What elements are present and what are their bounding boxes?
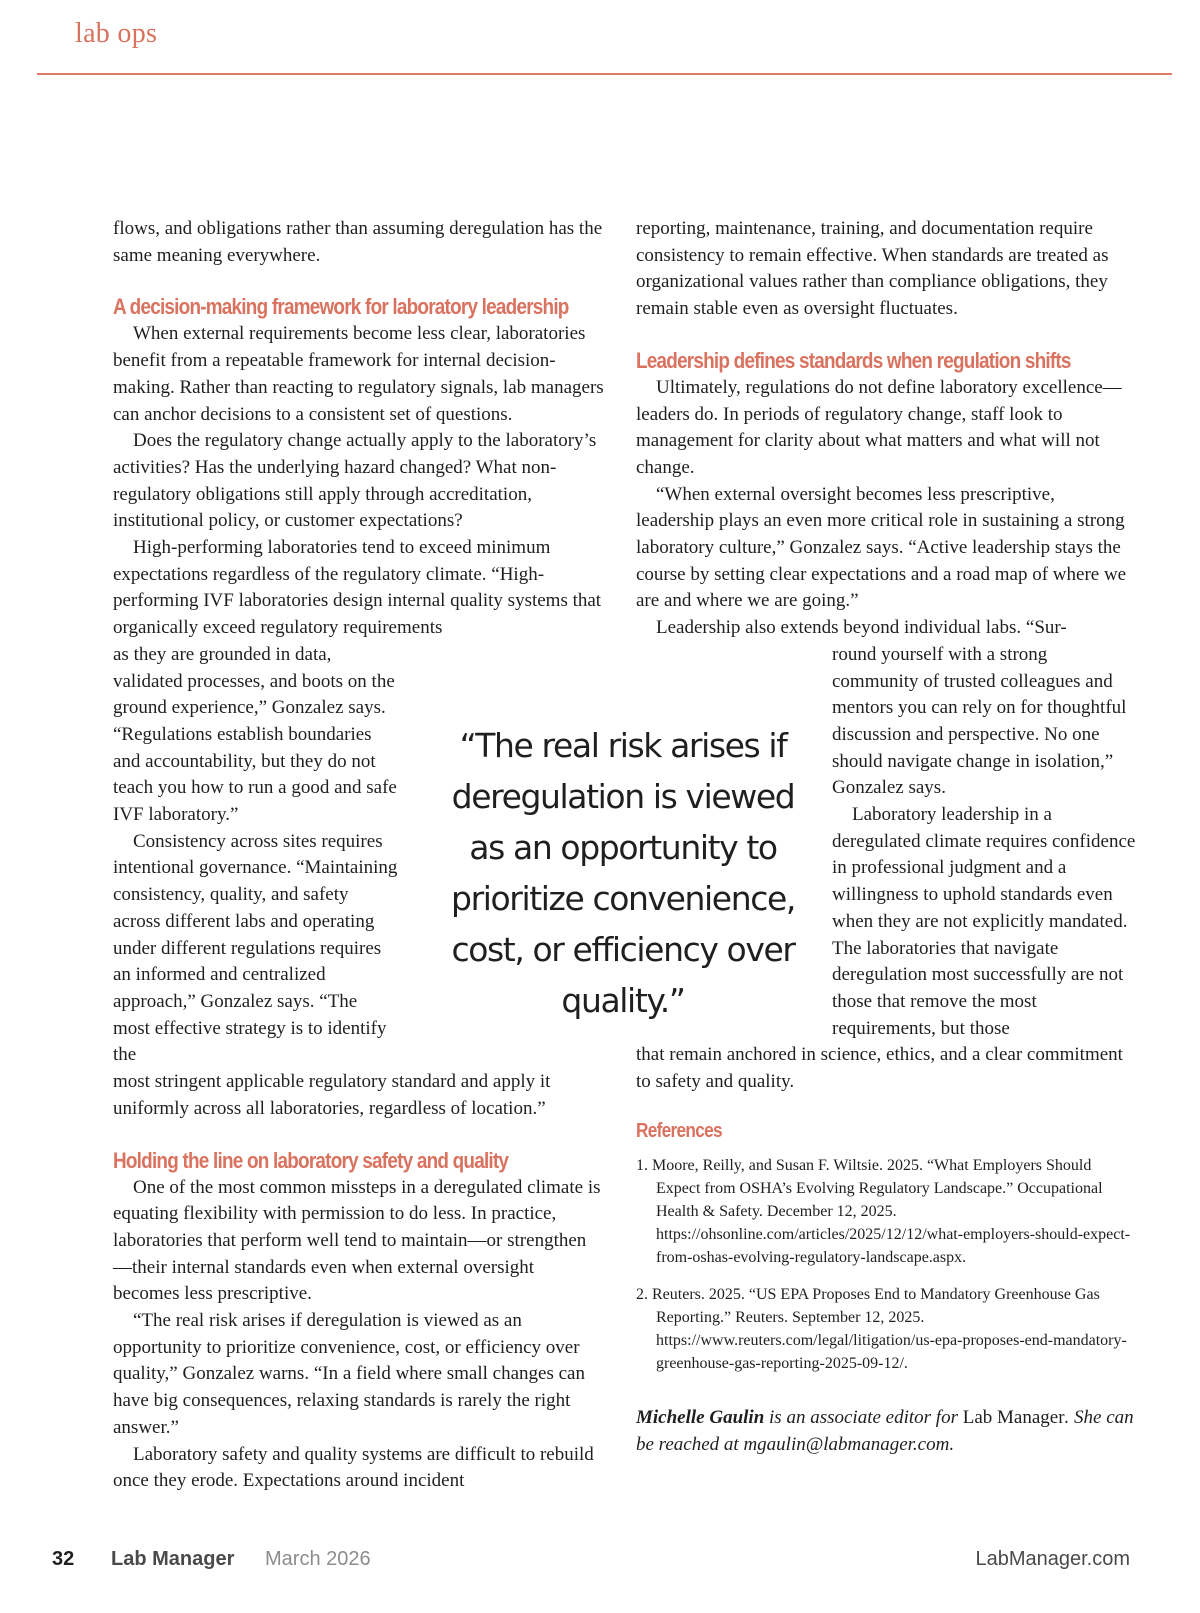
narrow-text-block (113, 642, 398, 1069)
issue-date: March 2026 (265, 1548, 371, 1570)
reference-item: 1. Moore, Reilly, and Susan F. Wiltsie. 2025. “What Employers Should Expect from OSHA’s Evolving Regulatory Landscape.” Occupational Health & Safety. December 12, 2025. https://ohsonline.com/articles/2025/12/12/what-employers-should-expect-from-oshas-evolving-regulatory-landscape.aspx. (636, 1156, 1131, 1266)
paragraph: that remain anchored in science, ethics, and a clear commitment to safety and quality. (636, 1044, 1123, 1093)
paragraph: reporting, maintenance, training, and documentation require consistency to remain effective. When standards are treated as organizational values rather than compliance obligations, they remain stable even as oversight fluctuates. (636, 218, 1109, 320)
paragraph: round yourself with a strong community of trusted colleagues and mentors you can rely on for thoughtful discussion and perspective. No one should navigate change in isolation,” Gonzalez says. (832, 643, 1127, 799)
author-name: Michelle Gaulin (636, 1406, 765, 1428)
paragraph: High-performing laboratories tend to exceed minimum expectations regardless of the regulatory climate. “High-performing IVF laboratories design internal quality systems that organically exceed regulatory requirements (113, 537, 602, 639)
pull-quote: “The real risk arises if deregulation is viewed as an opportunity to prioritize convenience, cost, or efficiency over quality.” (451, 726, 795, 1020)
narrow-text-block (832, 642, 1137, 1043)
paragraph: Laboratory safety and quality systems are difficult to rebuild once they erode. Expectations around incident (113, 1443, 594, 1492)
paragraph: Ultimately, regulations do not define laboratory excellence—leaders do. In periods of regulatory change, staff look to management for clarity about what matters and what will not change. (636, 376, 1122, 478)
references-heading: References (636, 1119, 722, 1142)
section-heading: Holding the line on laboratory safety and quality (113, 1147, 509, 1173)
author-bio (636, 1405, 1136, 1458)
section-heading: A decision-making framework for laboratory leadership (113, 294, 569, 320)
paragraph: When external requirements become less clear, laboratories benefit from a repeatable framework for internal decision-making. Rather than reacting to regulatory signals, lab managers can anchor decisions to a consistent set of questions. (113, 323, 604, 425)
paragraph: “The real risk arises if deregulation is viewed as an opportunity to prioritize convenience, cost, or efficiency over quality,” Gonzalez warns. “In a field where small changes can have big consequences, relaxing standards is rarely the right answer.” (113, 1310, 585, 1438)
header-rule (37, 73, 1172, 75)
paragraph: Leadership also extends beyond individual labs. “Sur- (656, 617, 1067, 639)
references-list (636, 1154, 1136, 1375)
paragraph: One of the most common missteps in a deregulated climate is equating flexibility with permission to do less. In practice, laboratories that perform well tend to maintain—or strengthen—their internal standards even when external oversight becomes less prescriptive. (113, 1176, 601, 1305)
paragraph: Consistency across sites requires intentional governance. “Maintaining consistency, quality, and safety across different labs and operating under different regulations requires an informed and centralized approach,” Gonzalez says. “The most effective strategy is to identify the (113, 830, 398, 1066)
magazine-name: Lab Manager (111, 1548, 235, 1570)
right-column (636, 216, 1136, 1458)
paragraph: Laboratory leadership in a deregulated climate requires confidence in professional judgment and a willingness to uphold standards even when they are not explicitly mandated. The laboratories that navigate deregulation most successfully are not those that remove the most requirements, but those (832, 804, 1136, 1039)
section-heading: Leadership defines standards when regulation shifts (636, 347, 1071, 373)
paragraph: “When external oversight becomes less prescriptive, leadership plays an even more critical role in sustaining a strong laboratory culture,” Gonzalez says. “Active leadership stays the course by setting clear expectations and a road map of where we are and where we are going.” (636, 483, 1127, 612)
paragraph: most stringent applicable regulatory standard and apply it uniformly across all laboratories, regardless of location.” (113, 1071, 551, 1119)
bio-text: is an associate editor for (764, 1406, 963, 1428)
paragraph: as they are grounded in data, validated processes, and boots on the ground experience,” Gonzalez says. “Regulations establish boundaries and accountability, but they do not teach you how to run a good and safe IVF laboratory.” (113, 643, 397, 826)
reference-item: 2. Reuters. 2025. “US EPA Proposes End to Mandatory Greenhouse Gas Reporting.” Reuters. September 12, 2025. https://www.reuters.com/legal/litigation/us-epa-proposes-end-mandatory-greenhouse-gas-reporting-2025-09-12/. (636, 1285, 1127, 1372)
page-footer (0, 1548, 1200, 1578)
publication-name: Lab Manager (962, 1406, 1065, 1428)
bio-text: . She can be reached at mgaulin@labmanager.com. (636, 1406, 1134, 1455)
paragraph: flows, and obligations rather than assuming deregulation has the same meaning everywhere. (113, 218, 603, 266)
website: LabManager.com (975, 1548, 1130, 1570)
section-tag: lab ops (75, 18, 158, 49)
paragraph: Does the regulatory change actually apply to the laboratory’s activities? Has the underlying hazard changed? What non-regulatory obligations still apply through accreditation, institutional policy, or customer expectations? (113, 430, 597, 532)
page-number: 32 (52, 1548, 75, 1570)
